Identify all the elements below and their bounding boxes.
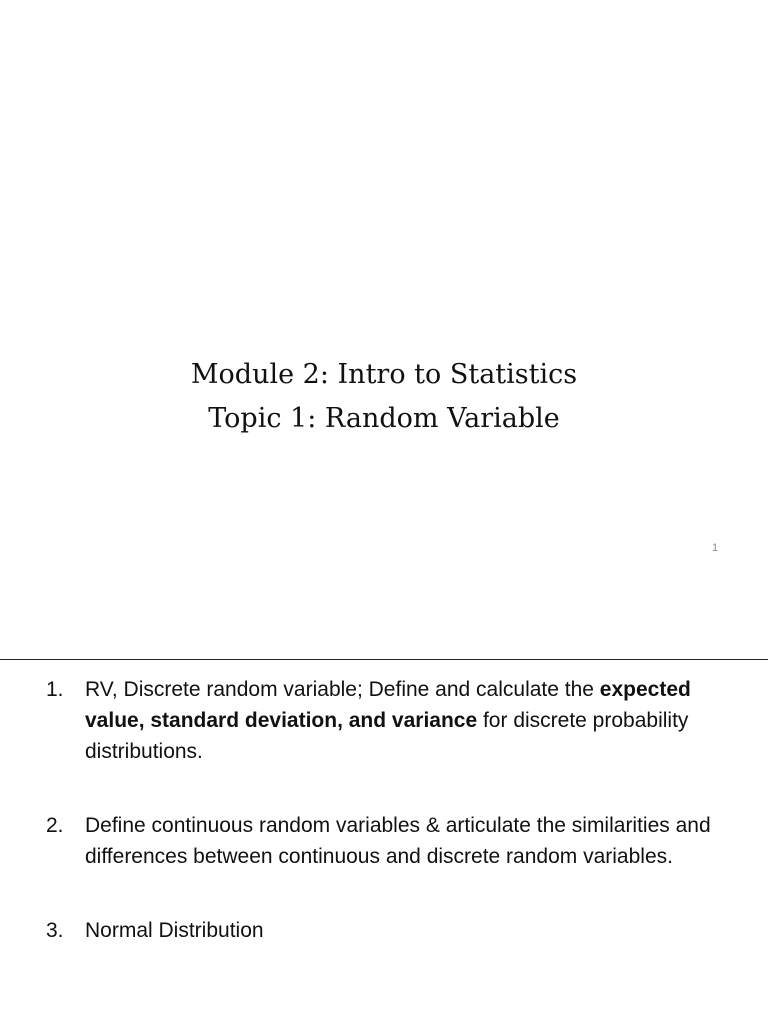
list-item-number: 1. — [46, 678, 64, 701]
title-line-topic: Topic 1: Random Variable — [208, 403, 560, 434]
list-item — [0, 810, 768, 872]
list-item-text: Normal Distribution — [85, 919, 264, 942]
list-item — [0, 915, 768, 946]
slide-number: 1 — [712, 542, 719, 554]
title-line-module: Module 2: Intro to Statistics — [190, 359, 578, 390]
list-item-text: RV, Discrete random variable; Define and calculate the — [85, 678, 600, 701]
slide-divider — [0, 659, 768, 660]
list-item-text-end: for discrete probability distributions. — [85, 709, 689, 763]
list-item-number: 3. — [46, 919, 64, 942]
slide-title — [0, 353, 768, 441]
list-item — [0, 674, 768, 767]
list-item-number: 2. — [46, 814, 64, 837]
objectives-list — [0, 674, 768, 946]
list-item-text: Define continuous random variables & articulate the similarities and differences between continuous and discrete random variables. — [85, 814, 711, 868]
list-item-bold-text: expected value, standard deviation, and variance — [85, 678, 691, 732]
